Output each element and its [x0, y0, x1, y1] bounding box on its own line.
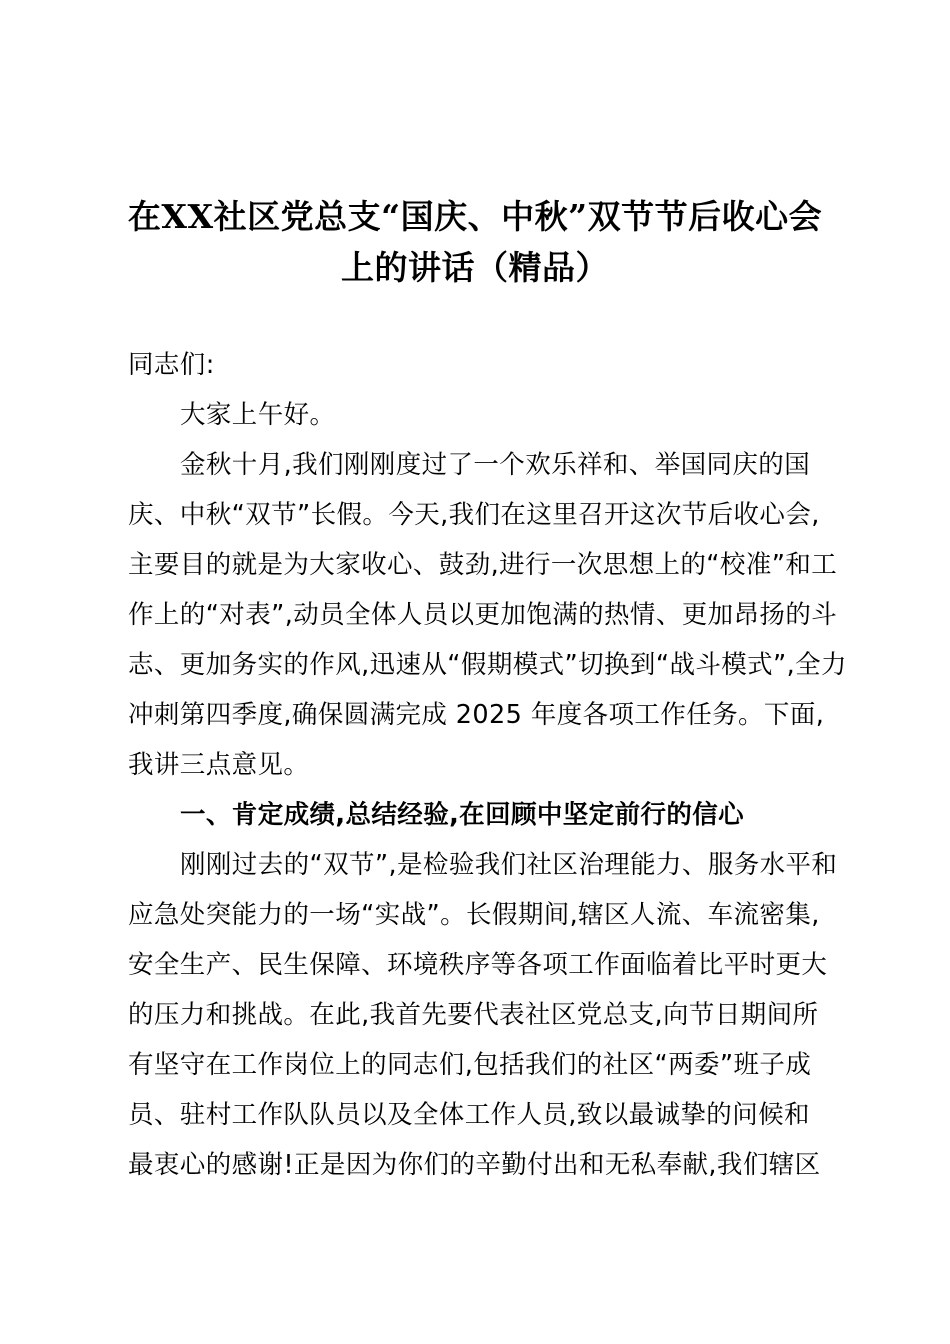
paragraph-2-line: 刚刚过去的“双节”,是检验我们社区治理能力、服务水平和 — [180, 850, 838, 880]
paragraph-2-line: 员、驻村工作队队员以及全体工作人员,致以最诚挚的问候和 — [128, 1100, 810, 1130]
document-title-line-1: 在XX社区党总支“国庆、中秋”双节节后收心会 — [127, 197, 823, 236]
paragraph-2-line: 的压力和挑战。在此,我首先要代表社区党总支,向节日期间所 — [128, 1000, 819, 1030]
paragraph-2-line: 最衷心的感谢!正是因为你们的辛勤付出和无私奉献,我们辖区 — [128, 1150, 821, 1180]
salutation: 同志们: — [128, 350, 215, 380]
paragraph-2-line: 有坚守在工作岗位上的同志们,包括我们的社区“两委”班子成 — [128, 1050, 812, 1080]
paragraph-1-line: 我讲三点意见。 — [128, 750, 310, 780]
paragraph-1-line: 作上的“对表”,动员全体人员以更加饱满的热情、更加昂扬的斗 — [128, 600, 838, 630]
section-1-heading: 一、肯定成绩,总结经验,在回顾中坚定前行的信心 — [180, 800, 745, 830]
paragraph-1-line: 冲刺第四季度,确保圆满完成 2025 年度各项工作任务。下面, — [128, 700, 825, 730]
paragraph-1-line: 庆、中秋“双节”长假。今天,我们在这里召开这次节后收心会, — [128, 500, 820, 530]
paragraph-2-line: 应急处突能力的一场“实战”。长假期间,辖区人流、车流密集, — [128, 900, 820, 930]
paragraph-1-line: 主要目的就是为大家收心、鼓劲,进行一次思想上的“校准”和工 — [128, 550, 838, 580]
paragraph-1-line: 志、更加务实的作风,迅速从“假期模式”切换到“战斗模式”,全力 — [128, 650, 847, 680]
paragraph-1-line: 金秋十月,我们刚刚度过了一个欢乐祥和、举国同庆的国 — [180, 450, 811, 480]
greeting: 大家上午好。 — [180, 400, 336, 430]
paragraph-2-line: 安全生产、民生保障、环境秩序等各项工作面临着比平时更大 — [128, 950, 828, 980]
document-title-line-2: 上的讲话（精品） — [341, 248, 609, 287]
